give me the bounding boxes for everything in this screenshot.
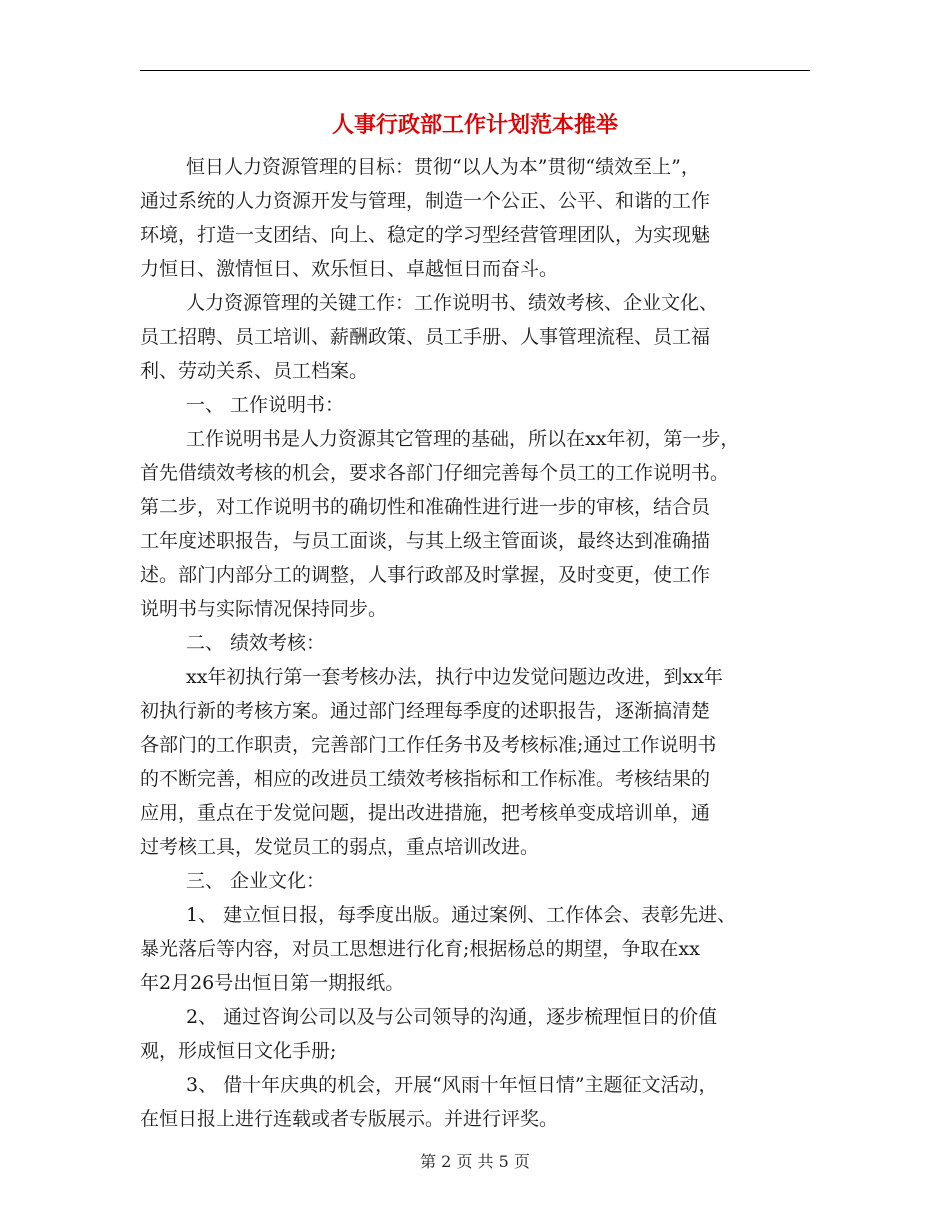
text-line: 各部门的工作职责，完善部门工作任务书及考核标准;通过工作说明书 <box>140 734 717 756</box>
text-line: 首先借绩效考核的机会，要求各部门仔细完善每个员工的工作说明书。 <box>140 462 730 484</box>
text-line: 说明书与实际情况保持同步。 <box>140 598 388 620</box>
text-line: 暴光落后等内容，对员工思想进行化育;根据杨总的期望，争取在xx <box>140 938 700 960</box>
text-line: 过考核工具，发觉员工的弱点，重点培训改进。 <box>140 836 540 858</box>
text-line: 观，形成恒日文化手册; <box>140 1040 337 1062</box>
text-line: 员工招聘、员工培训、薪酬政策、员工手册、人事管理流程、员工福 <box>140 326 711 348</box>
text-line: 恒日人力资源管理的目标：贯彻“以人为本”贯彻“绩效至上”， <box>186 156 700 178</box>
document-title: 人事行政部工作计划范本推举 <box>331 113 618 138</box>
section-heading: 二、 绩效考核： <box>186 632 326 654</box>
text-line: 的不断完善，相应的改进员工绩效考核指标和工作标准。考核结果的 <box>140 768 711 790</box>
section-heading: 三、 企业文化： <box>186 870 326 892</box>
page-number: 第 2 页 共 5 页 <box>420 1152 530 1171</box>
text-line: 利、劳动关系、员工档案。 <box>140 360 369 382</box>
header-rule <box>140 70 810 71</box>
text-line: 第二步，对工作说明书的确切性和准确性进行进一步的审核，结合员 <box>140 496 711 518</box>
text-line: xx年初执行第一套考核办法，执行中边发觉问题边改进，到xx年 <box>186 666 723 688</box>
text-line: 在恒日报上进行连载或者专版展示。并进行评奖。 <box>140 1108 559 1130</box>
section-heading: 一、 工作说明书： <box>186 394 345 416</box>
text-line: 力恒日、激情恒日、欢乐恒日、卓越恒日而奋斗。 <box>140 258 559 280</box>
text-line: 初执行新的考核方案。通过部门经理每季度的述职报告，逐渐搞清楚 <box>140 700 711 722</box>
text-line: 环境，打造一支团结、向上、稳定的学习型经营管理团队，为实现魅 <box>140 224 711 246</box>
document-body <box>140 150 815 1136</box>
list-item: 2、 通过咨询公司以及与公司领导的沟通，逐步梳理恒日的价值 <box>186 1006 718 1028</box>
text-line: 人力资源管理的关键工作：工作说明书、绩效考核、企业文化、 <box>186 292 719 314</box>
text-line: 通过系统的人力资源开发与管理，制造一个公正、公平、和谐的工作 <box>140 190 711 212</box>
text-line: 述。部门内部分工的调整，人事行政部及时掌握，及时变更，使工作 <box>140 564 711 586</box>
list-item: 1、 建立恒日报，每季度出版。通过案例、工作体会、表彰先进、 <box>186 904 737 926</box>
text-line: 应用，重点在于发觉问题，提出改进措施，把考核单变成培训单，通 <box>140 802 711 824</box>
text-line: 工作说明书是人力资源其它管理的基础，所以在xx年初，第一步， <box>186 428 740 450</box>
list-item: 3、 借十年庆典的机会，开展“风雨十年恒日情”主题征文活动， <box>186 1074 718 1096</box>
text-line: 年2月26号出恒日第一期报纸。 <box>140 972 405 994</box>
text-line: 工年度述职报告，与员工面谈，与其上级主管面谈，最终达到准确描 <box>140 530 711 552</box>
